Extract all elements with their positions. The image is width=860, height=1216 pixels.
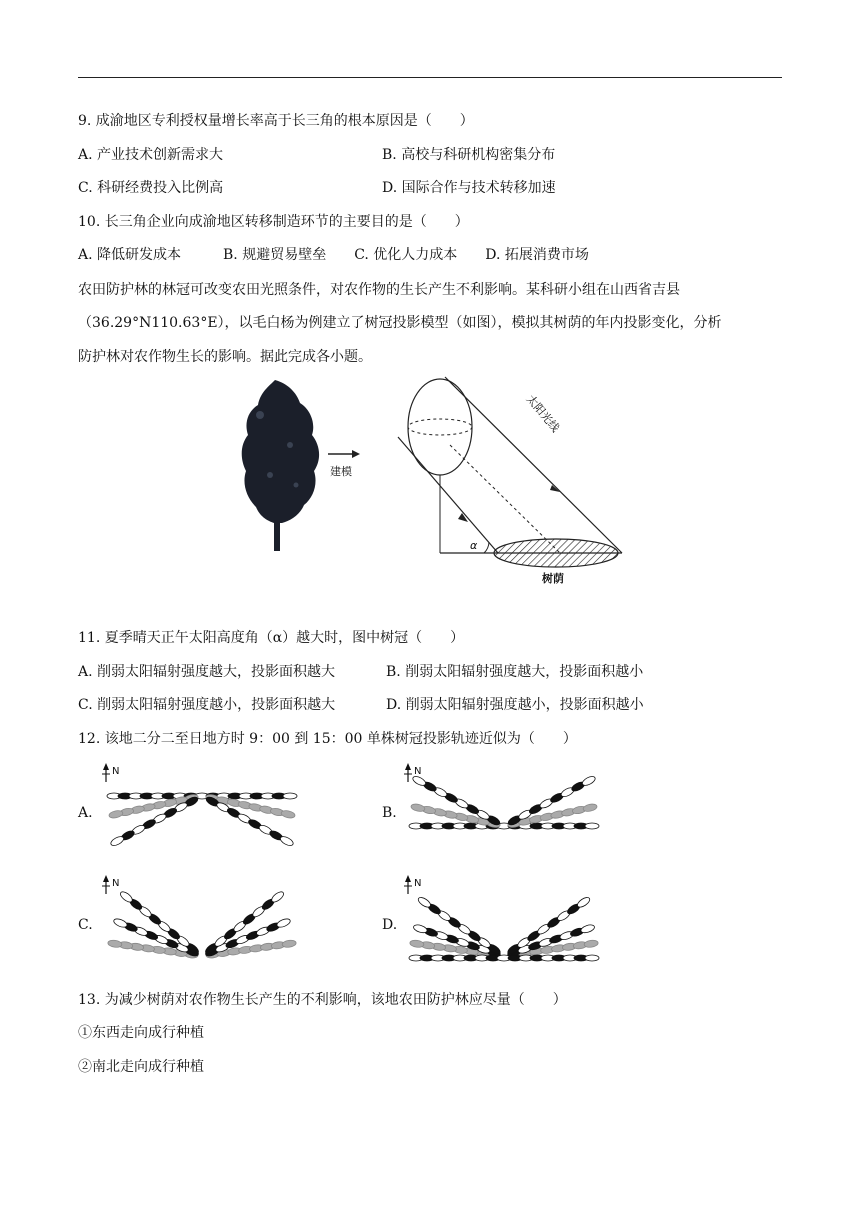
q11-option-c: C. 削弱太阳辐射强度越小，投影面积越大 [78, 697, 336, 713]
north-label: N [112, 766, 120, 777]
q13-option-2: ②南北走向成行种植 [78, 1059, 204, 1075]
q12-label-d: D. [382, 917, 398, 933]
intro-line-1: 农田防护林的林冠可改变农田光照条件，对农作物的生长产生不利影响。某科研小组在山西省吉县 [78, 282, 680, 298]
sun-ray-lower [398, 437, 498, 553]
q11-option-d: D. 削弱太阳辐射强度越小，投影面积越小 [386, 697, 644, 713]
sun-ray-label: 太阳光线 [523, 392, 562, 435]
q12-diagram-a [96, 760, 308, 866]
q13-stem: 13. 为减少树荫对农作物生长产生的不利影响，该地农田防护林应尽量（ ） [78, 992, 567, 1008]
q12-stem: 12. 该地二分二至日地方时 9：00 到 15：00 单株树冠投影轨迹近似为（ ） [78, 731, 577, 747]
q10-stem: 10. 长三角企业向成渝地区转移制造环节的主要目的是（ ） [78, 214, 469, 230]
q11-stem: 11. 夏季晴天正午太阳高度角（α）越大时，图中树冠（ ） [78, 630, 465, 646]
q11-option-a: A. 削弱太阳辐射强度越大，投影面积越大 [78, 664, 336, 680]
shadow-ellipse [494, 539, 618, 567]
north-arrow-icon [404, 763, 412, 782]
north-label: N [414, 766, 422, 777]
q11-option-b: B. 削弱太阳辐射强度越大，投影面积越小 [386, 664, 644, 680]
q9-option-d: D. 国际合作与技术转移加速 [382, 180, 556, 196]
intro-line-3: 防护林对农作物生长的影响。据此完成各小题。 [78, 349, 372, 365]
q9-option-c: C. 科研经费投入比例高 [78, 180, 224, 196]
q12-label-b: B. [382, 805, 397, 821]
q9-stem: 9. 成渝地区专利授权量增长率高于长三角的根本原因是（ ） [78, 113, 474, 129]
angle-alpha-label: α [470, 539, 478, 552]
north-arrow-icon [102, 875, 110, 894]
q9-option-b: B. 高校与科研机构密集分布 [382, 147, 556, 163]
header-rule [78, 77, 782, 78]
north-arrow-icon [404, 875, 412, 894]
intro-line-2: （36.29°N110.63°E），以毛白杨为例建立了树冠投影模型（如图），模拟其树荫的年内投影变化，分析 [78, 315, 722, 331]
q10-options: A. 降低研发成本 B. 规避贸易壁垒 C. 优化人力成本 D. 拓展消费市场 [78, 247, 589, 263]
poplar-tree-image [242, 380, 319, 551]
q12-diagram-b [398, 760, 610, 866]
q12-label-a: A. [78, 805, 93, 821]
q12-diagram-d [398, 872, 610, 978]
modeling-label: 建模 [330, 465, 352, 478]
q12-diagram-c [96, 872, 308, 978]
north-label: N [414, 878, 422, 889]
north-label: N [112, 878, 120, 889]
north-arrow-icon [102, 763, 110, 782]
shadow-label: 树荫 [542, 572, 564, 585]
crown-projection-figure [230, 375, 630, 590]
q12-label-c: C. [78, 917, 93, 933]
q9-option-a: A. 产业技术创新需求大 [78, 147, 224, 163]
q13-option-1: ①东西走向成行种植 [78, 1025, 204, 1041]
